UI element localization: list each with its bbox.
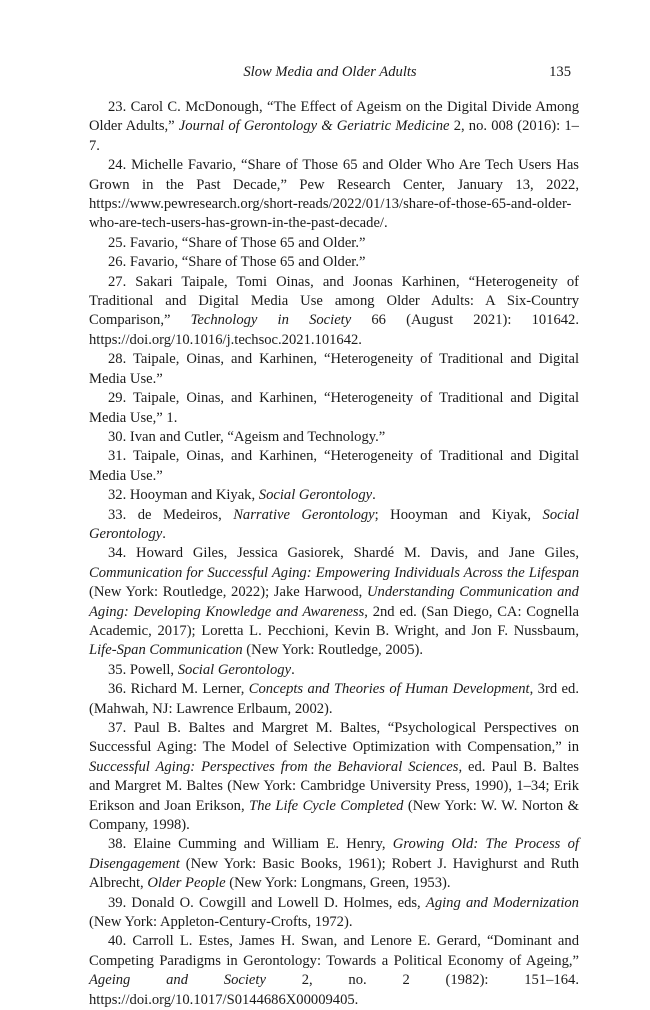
endnote-title-italic: Understanding Communication and Aging: Developing Knowledge and Awareness [89,584,579,620]
endnote [89,253,579,272]
endnote-text: . [372,487,376,504]
endnote-text: , 2nd ed. (San Diego, CA: Cognella Academic, 2017); Loretta L. Pecchioni, Kevin B. Wright, and Jon F. Nussbaum, [89,603,579,639]
endnote [89,661,579,680]
endnote [89,350,579,389]
endnote [89,98,579,156]
endnote-text: 27. Sakari Taipale, Tomi Oinas, and Joonas Karhinen, “Heterogeneity of Traditional and Digital Media Use among Older Adults: A Six-Country Comparison,” [89,273,579,329]
endnote-text: 37. Paul B. Baltes and Margret M. Baltes, “Psychological Perspectives on Successful Aging: The Model of Selective Optimization with Compensation,” in [89,720,579,756]
endnote [89,835,579,893]
endnote-text: 23. Carol C. McDonough, “The Effect of Ageism on the Digital Divide Among Older Adults,” [89,99,579,135]
endnote [89,447,579,486]
endnote-text: (New York: Routledge, 2022); Jake Harwood, [89,584,367,601]
endnote-text: (New York: W. W. Norton & Company, 1998). [89,797,579,834]
endnote-text: (New York: Routledge, 2005). [242,642,424,659]
endnote-text: 40. Carroll L. Estes, James H. Swan, and Lenore E. Gerard, “Dominant and Competing Paradigms in Gerontology: Towards a Political Economy of Ageing,” [89,933,579,969]
endnote [89,506,579,545]
endnote-text: 33. de Medeiros, [108,506,234,523]
endnote-title-italic: Life-Span Communication [89,642,243,659]
endnote [89,234,579,253]
endnote-title-italic: Social Gerontology [258,487,373,504]
endnote [89,389,579,428]
endnote-text: 32. Hooyman and Kiyak, [108,487,259,504]
endnote-text: 2, no. 2 (1982): 151–164. https://doi.org/10.1017/S0144686X00009405. [89,972,579,1008]
endnote-text: (New York: Appleton-Century-Crofts, 1972). [89,914,353,931]
endnote [89,932,579,1010]
endnote-text: (New York: Basic Books, 1961); Robert J. Havighurst and Ruth Albrecht, [89,855,579,892]
endnote-text: 38. Elaine Cumming and William E. Henry, [108,836,393,853]
endnote-title-italic: Successful Aging: Perspectives from the Behavioral Sciences [89,758,459,775]
endnote [89,719,579,835]
endnote-title-italic: Ageing and Society [89,972,266,989]
endnote-text: 34. Howard Giles, Jessica Gasiorek, Shardé M. Davis, and Jane Giles, [108,545,579,562]
endnote-text: 24. Michelle Favario, “Share of Those 65 and Older Who Are Tech Users Has Grown in the Past Decade,” Pew Research Center, January 13, 2022, https://www.pewresearch.org/short-reads/2022/01/13/share-of-those-65-and-older-who-are-tech-users-has-grown-in-the-past-decade/. [89,157,579,232]
endnote-text: (New York: Longmans, Green, 1953). [225,875,451,892]
endnote-title-italic: Social Gerontology [89,506,580,542]
endnote-text: . [291,661,295,678]
endnote-title-italic: Older People [147,875,226,892]
endnotes-list [89,98,579,1010]
endnote-title-italic: Concepts and Theories of Human Development [248,681,530,698]
endnote-text: 35. Powell, [108,661,178,678]
endnote [89,156,579,234]
endnote-text: 29. Taipale, Oinas, and Karhinen, “Heterogeneity of Traditional and Digital Media Use,” 1. [89,390,579,426]
endnote-text: 66 (August 2021): 101642. https://doi.org/10.1016/j.techsoc.2021.101642. [89,312,579,348]
endnote-text: 2, no. 008 (2016): 1–7. [89,118,579,154]
endnote-text: 28. Taipale, Oinas, and Karhinen, “Heterogeneity of Traditional and Digital Media Use.” [89,351,579,387]
endnote [89,428,579,447]
endnote-title-italic: Social Gerontology [177,661,292,678]
endnote-text: 30. Ivan and Cutler, “Ageism and Technology.” [108,428,386,445]
endnote-text: , ed. Paul B. Baltes and Margret M. Baltes (New York: Cambridge University Press, 1990), 1–34; Erik Erikson and Joan Erikson, [89,758,579,814]
endnote-title-italic: Technology in Society [190,312,352,329]
endnote-text: ; Hooyman and Kiyak, [374,506,543,523]
endnote [89,894,579,933]
endnote-title-italic: Journal of Gerontology & Geriatric Medicine [178,118,450,135]
endnote-text: 31. Taipale, Oinas, and Karhinen, “Heterogeneity of Traditional and Digital Media Use.” [89,448,579,484]
endnote-text: 39. Donald O. Cowgill and Lowell D. Holmes, eds, [108,894,426,911]
endnote-title-italic: The Life Cycle Completed [249,797,404,814]
endnote-title-italic: Narrative Gerontology [233,506,375,523]
endnote-title-italic: Growing Old: The Process of Disengagement [89,836,579,872]
endnote [89,680,579,719]
endnote [89,544,579,660]
endnote [89,486,579,505]
endnote-title-italic: Communication for Successful Aging: Empowering Individuals Across the Lifespan [89,564,579,581]
endnote-text: . [162,525,166,542]
endnote-title-italic: Aging and Modernization [425,894,579,911]
endnote-text: 25. Favario, “Share of Those 65 and Older.” [108,234,366,251]
page-number: 135 [549,64,571,80]
endnote-text: 26. Favario, “Share of Those 65 and Older.” [108,254,366,271]
endnote-text: , 3rd ed. (Mahwah, NJ: Lawrence Erlbaum, 2002). [89,681,579,717]
endnote [89,273,579,351]
running-title: Slow Media and Older Adults [243,64,417,80]
running-head [89,64,571,84]
endnote-text: 36. Richard M. Lerner, [108,681,249,698]
